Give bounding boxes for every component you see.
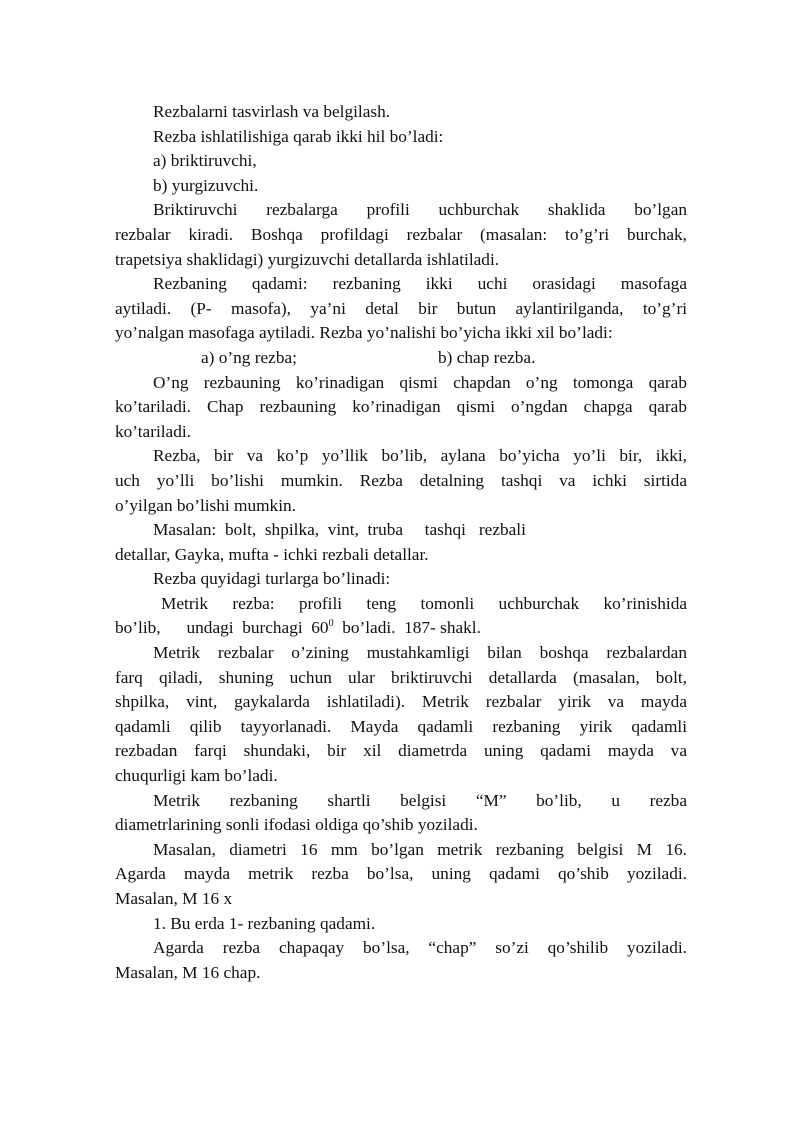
degree-superscript: 0	[328, 618, 334, 630]
paragraph-line: rezbadan farqi shundaki, bir xil diametrda uning qadami mayda va	[115, 741, 687, 761]
paragraph-line: Rezbaning qadami: rezbaning ikki uchi orasidagi masofaga	[153, 274, 687, 294]
paragraph-line: chuqurligi kam bo’ladi.	[115, 766, 278, 786]
option-right-thread: a) o’ng rezba;	[201, 347, 297, 367]
paragraph-line: yo’nalgan masofaga aytiladi. Rezba yo’nalishi bo’yicha ikki xil bo’ladi:	[115, 323, 613, 343]
paragraph-line: Metrik rezbalar o’zining mustahkamligi bilan boshqa rezbalardan	[153, 643, 687, 663]
paragraph-line: Masalan, diametri 16 mm bo’lgan metrik rezbaning belgisi M 16.	[153, 839, 687, 859]
paragraph-line: farq qiladi, shuning uchun ular briktiruvchi detallarda (masalan, bolt,	[115, 667, 687, 687]
paragraph-line: Masalan, M 16 chap.	[115, 962, 261, 982]
paragraph-line: Metrik rezba: profili teng tomonli uchburchak ko’rinishida	[161, 593, 687, 613]
paragraph-line: 1. Bu erda 1- rezbaning qadami.	[153, 913, 376, 933]
list-item: b) yurgizuvchi.	[153, 175, 259, 195]
paragraph-line: Agarda mayda metrik rezba bo’lsa, uning qadami qo’shib yoziladi.	[115, 864, 687, 884]
paragraph-line: uch yo’lli bo’lishi mumkin. Rezba detalning tashqi va ichki sirtida	[115, 470, 687, 490]
paragraph-line: diametrlarining sonli ifodasi oldiga qo’shib yoziladi.	[115, 815, 478, 835]
paragraph-line: Metrik rezbaning shartli belgisi “M” bo’lib, u rezba	[153, 790, 687, 810]
paragraph-line: Masalan, M 16 x	[115, 889, 233, 908]
thread-direction-options	[115, 346, 687, 371]
paragraph-line: ko’tariladi. Chap rezbauning ko’rinadigan qismi o’ngdan chapga qarab	[115, 397, 687, 417]
document-page	[115, 100, 687, 985]
text-span: bo’lib, undagi burchagi 60	[115, 618, 329, 638]
option-left-thread: b) chap rezba.	[438, 347, 536, 367]
paragraph-line: rezbalar kiradi. Boshqa profildagi rezbalar (masalan: to’g’ri burchak,	[115, 224, 687, 244]
paragraph-line: Briktiruvchi rezbalarga profili uchburchak shaklida bo’lgan	[153, 200, 687, 220]
paragraph-line: Agarda rezba chapaqay bo’lsa, “chap” so’zi qo’shilib yoziladi.	[153, 938, 687, 958]
text-span: bo’ladi. 187- shakl.	[333, 618, 481, 638]
paragraph-line: qadamli qilib tayyorlanadi. Mayda qadamli rezbaning yirik qadamli	[115, 716, 687, 736]
paragraph-line: shpilka, vint, gaykalarda ishlatiladi). Metrik rezbalar yirik va mayda	[115, 692, 687, 712]
paragraph-line: Rezba quyidagi turlarga bo’linadi:	[153, 569, 391, 589]
paragraph-line: Masalan: bolt, shpilka, vint, truba tashqi rezbali	[153, 520, 526, 540]
paragraph-line: O’ng rezbauning ko’rinadigan qismi chapdan o’ng tomonga qarab	[153, 372, 687, 392]
section-heading: Rezbalarni tasvirlash va belgilash.	[153, 102, 391, 121]
paragraph-line	[115, 616, 687, 641]
paragraph-line: aytiladi. (P- masofa), ya’ni detal bir butun aylantirilganda, to’g’ri	[115, 298, 687, 318]
paragraph-line: Rezba ishlatilishiga qarab ikki hil bo’ladi:	[153, 126, 444, 146]
paragraph-line: ko’tariladi.	[115, 421, 191, 441]
list-item: a) briktiruvchi,	[153, 151, 257, 171]
paragraph-line: o’yilgan bo’lishi mumkin.	[115, 495, 296, 515]
paragraph-line: detallar, Gayka, mufta - ichki rezbali detallar.	[115, 544, 429, 564]
paragraph-line: Rezba, bir va ko’p yo’llik bo’lib, aylana bo’yicha yo’li bir, ikki,	[153, 446, 687, 466]
paragraph-line: trapetsiya shaklidagi) yurgizuvchi detallarda ishlatiladi.	[115, 249, 500, 269]
